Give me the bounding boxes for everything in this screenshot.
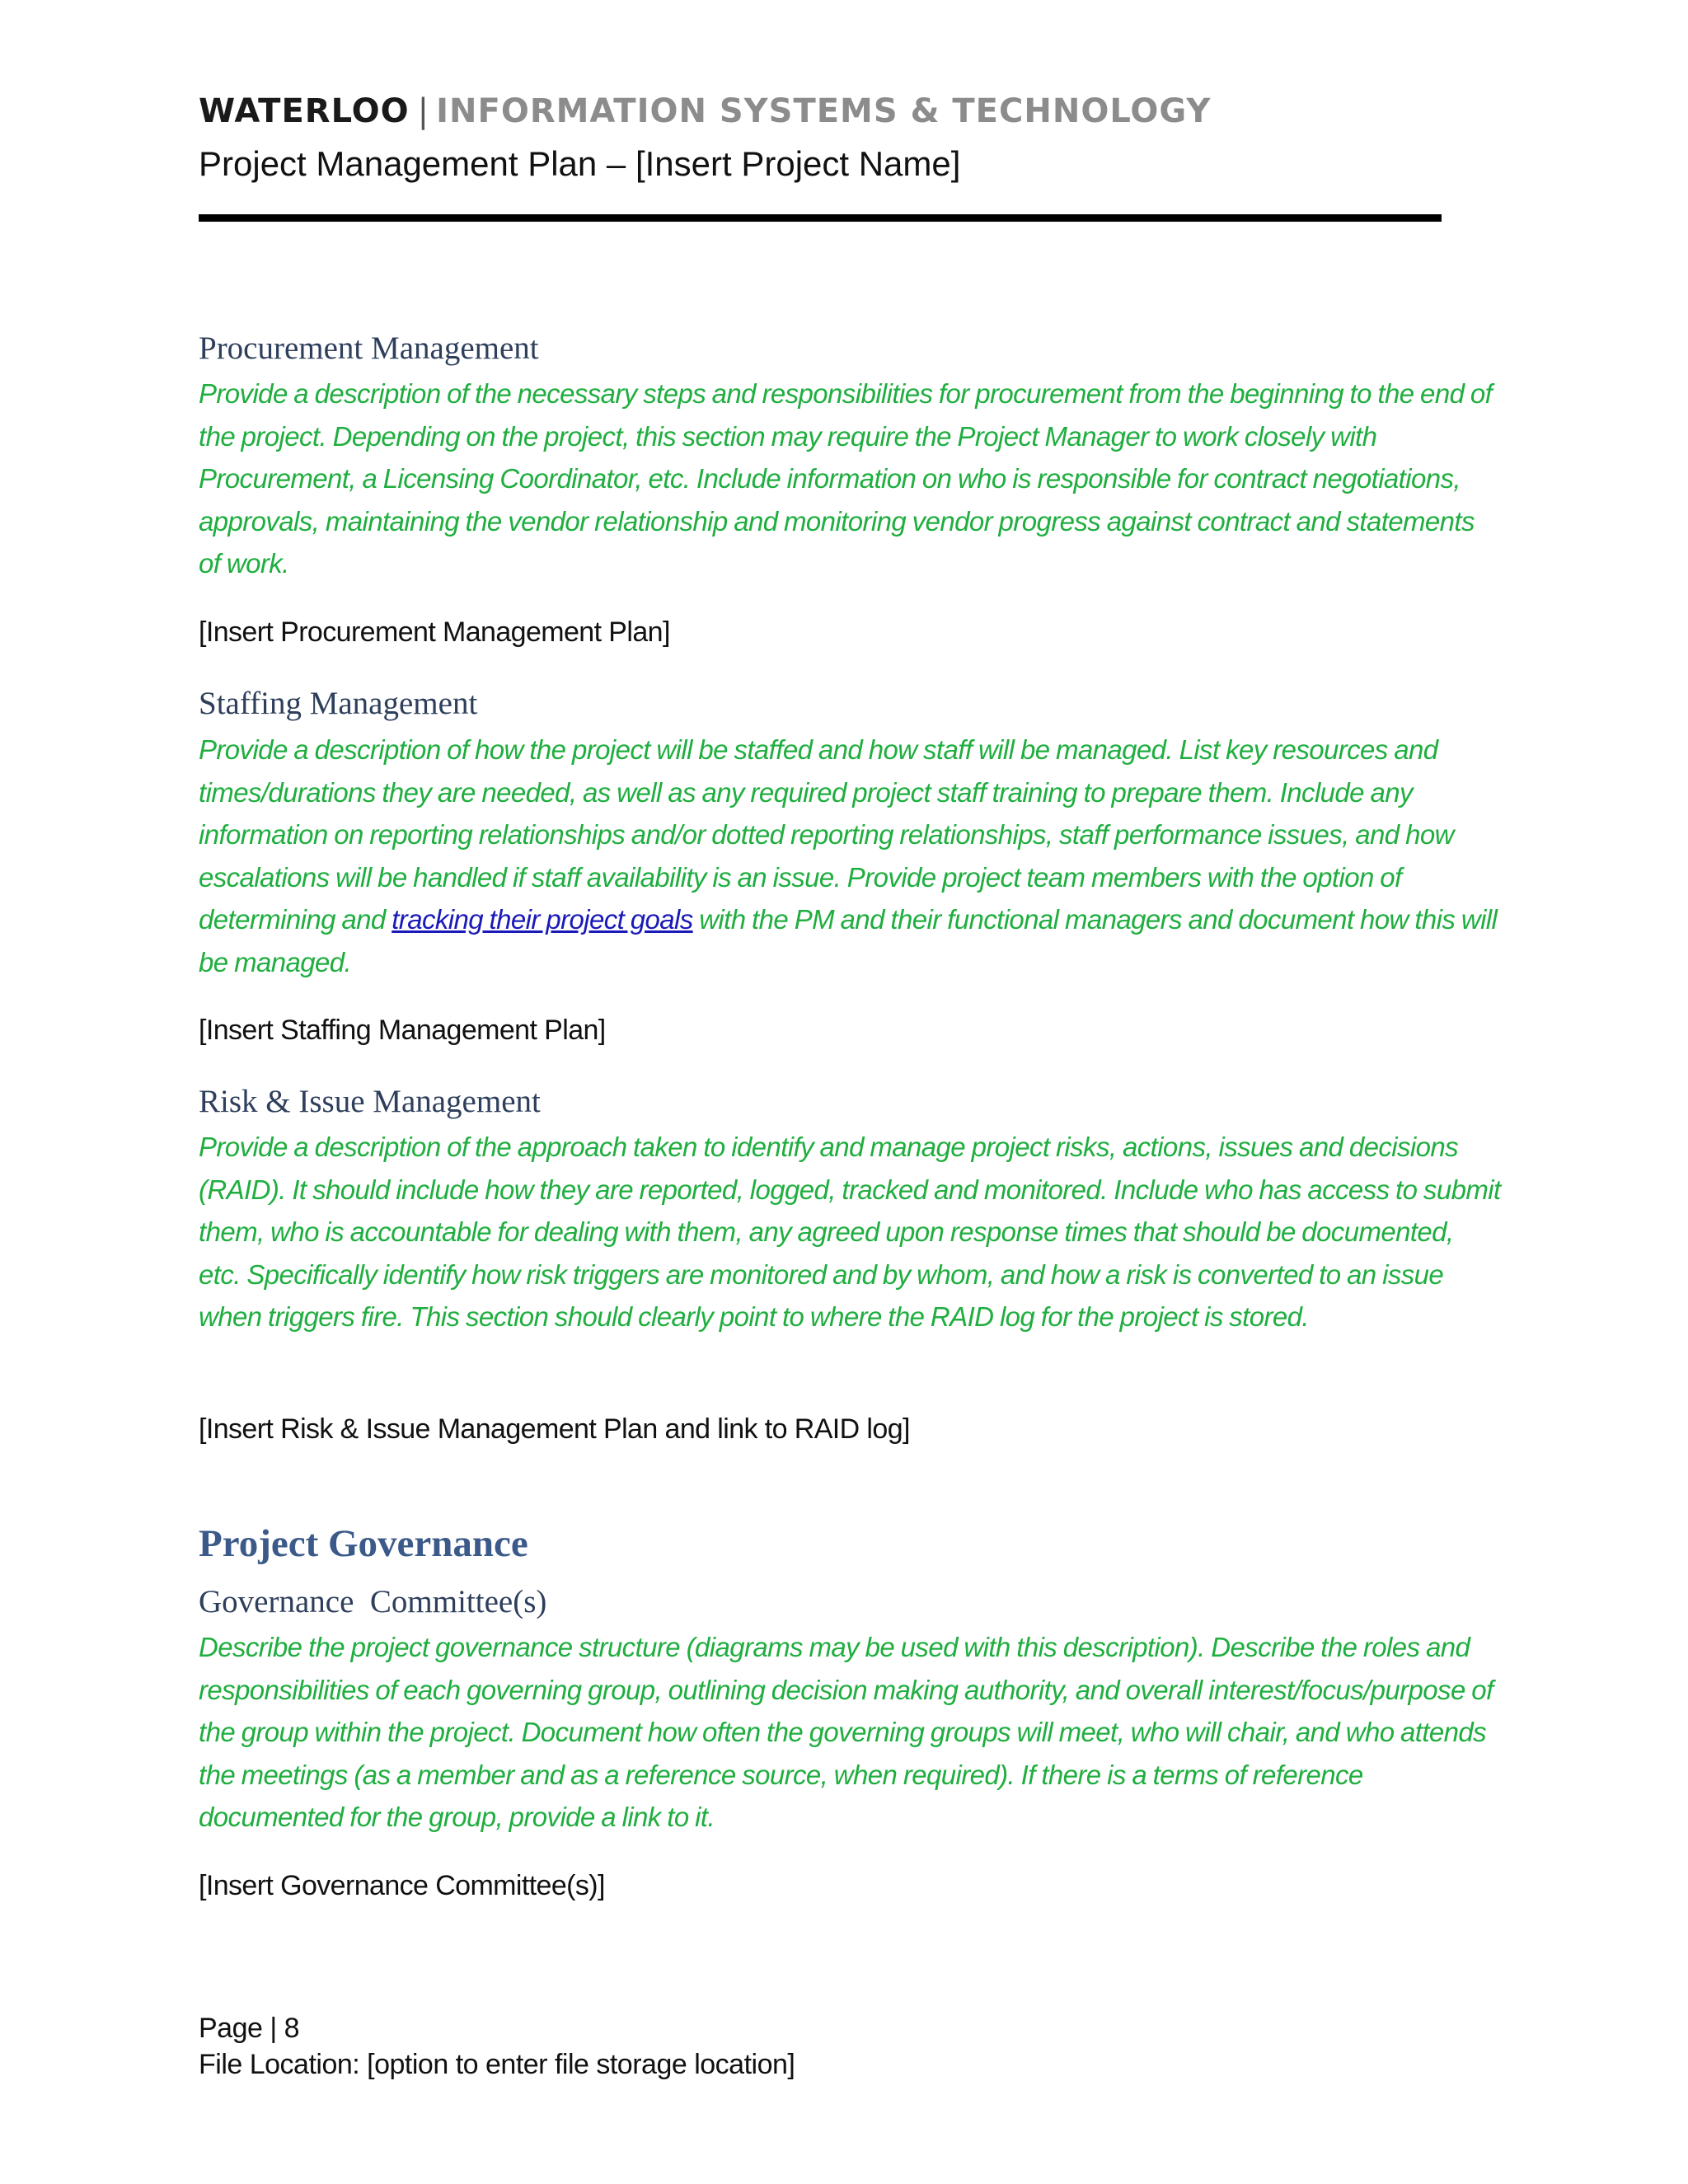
governance-committees-heading: Governance Committee(s) [199, 1584, 547, 1619]
risk-guidance: Provide a description of the approach taken to identify and manage project risks, actions, issues and decisions (RAID). It should include how they are reported, logged, tracked and monitored. Include who has access to submit them, who is accountable for dealing with them, any agreed upon response times that should be documented, etc. Specifically identify how risk triggers are monitored and by whom, and how a risk is converted to an issue when triggers fire. This section should clearly point to where the RAID log for the project is stored. [199, 1132, 1501, 1332]
tracking-project-goals-link[interactable]: tracking their project goals [392, 904, 693, 935]
brand-subtitle: INFORMATION SYSTEMS & TECHNOLOGY [436, 92, 1212, 130]
brand-separator: | [417, 92, 430, 130]
staffing-placeholder: [Insert Staffing Management Plan] [199, 1015, 606, 1046]
staffing-guidance-text: Provide a description of how the project will be staffed and how staff will be managed. List key resources and times/durations they are needed, as well as any required project staff training to prepare them. Include any information on reporting relationships and/or dotted reporting relationships, staff performance issues, and how escalations will be handled if staff availability is an issue. Provide project team members with the option of determining and [199, 734, 1454, 935]
staffing-guidance [199, 729, 1501, 983]
staffing-guidance-text-end: with the PM and their functional managers and document how this will be managed. [199, 904, 1498, 977]
brand-name: WATERLOO [199, 92, 410, 130]
governance-placeholder: [Insert Governance Committee(s)] [199, 1870, 605, 1901]
procurement-heading: Procurement Management [199, 330, 539, 366]
governance-section-title: Project Governance [199, 1522, 528, 1565]
document-title: Project Management Plan – [Insert Project Name] [199, 144, 961, 183]
governance-guidance: Describe the project governance structure (diagrams may be used with this description). Describe the roles and responsibilities of each governing group, outlining decision making authority, and overall interest/focus/purpose of the group within the project. Document how often the governing groups will meet, who will chair, and who attends the meetings (as a member and as a reference source, when required). If there is a terms of reference documented for the group, provide a link to it. [199, 1632, 1493, 1832]
page-number: Page | 8 [199, 2013, 300, 2044]
header-divider [199, 214, 1442, 222]
staffing-heading: Staffing Management [199, 686, 478, 721]
risk-heading: Risk & Issue Management [199, 1084, 541, 1119]
procurement-guidance: Provide a description of the necessary steps and responsibilities for procurement from the beginning to the end of the project. Depending on the project, this section may require the Project Manager to work closely with Procurement, a Licensing Coordinator, etc. Include information on who is responsible for contract negotiations, approvals, maintaining the vendor relationship and monitoring vendor progress against contract and statements of work. [199, 378, 1493, 579]
procurement-placeholder: [Insert Procurement Management Plan] [199, 616, 670, 648]
file-location: File Location: [option to enter file storage location] [199, 2049, 795, 2080]
brand-header [199, 92, 1211, 130]
risk-placeholder: [Insert Risk & Issue Management Plan and link to RAID log] [199, 1413, 910, 1445]
